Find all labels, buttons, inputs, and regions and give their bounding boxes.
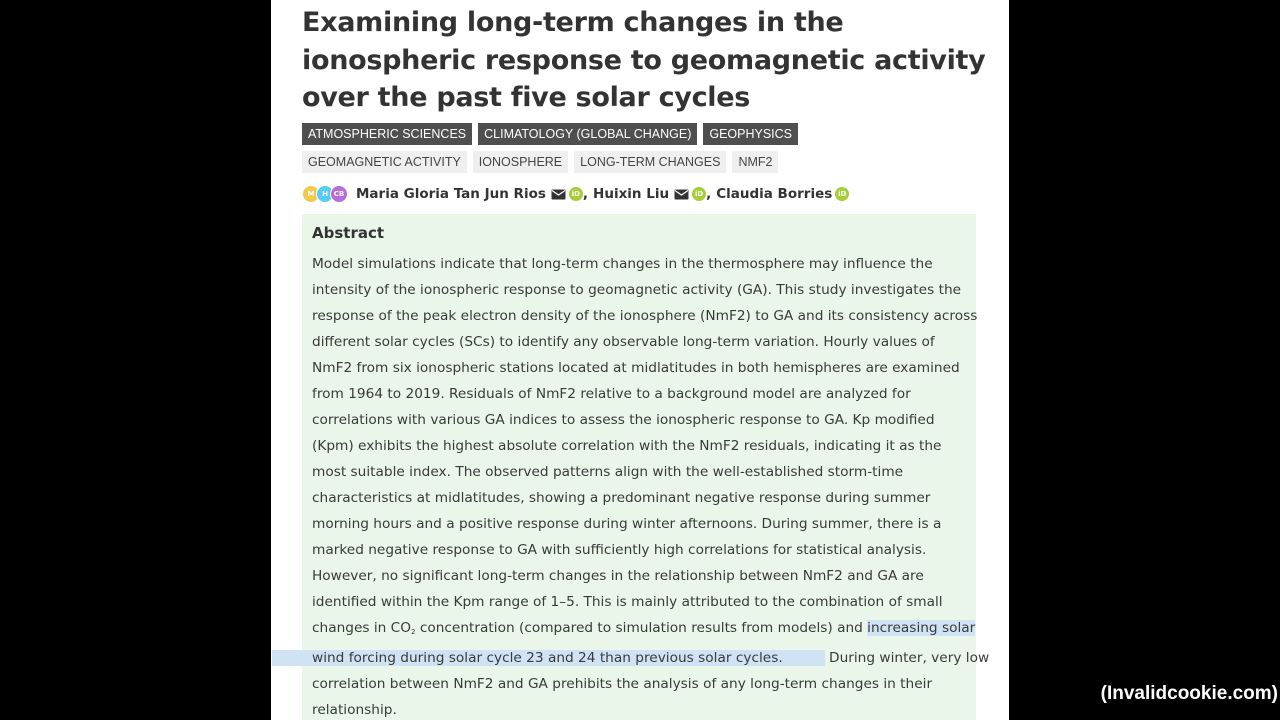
mail-icon[interactable]: [674, 189, 689, 200]
tag-geomagnetic-activity[interactable]: GEOMAGNETIC ACTIVITY: [302, 151, 467, 173]
tag-geophysics[interactable]: GEOPHYSICS: [703, 123, 798, 145]
selected-text[interactable]: increasing solar: [867, 620, 976, 636]
abstract-line: identified within the Kpm range of 1–5. This is mainly attributed to the combination of small: [312, 594, 943, 610]
orcid-icon[interactable]: iD: [569, 187, 583, 201]
abstract-line: morning hours and a positive response during winter afternoons. During summer, there is a: [312, 516, 942, 532]
abstract-line: Model simulations indicate that long-term changes in the thermosphere may influence the: [312, 256, 933, 272]
text-fragment: changes in CO: [312, 620, 412, 636]
tag-atmospheric-sciences[interactable]: ATMOSPHERIC SCIENCES: [302, 123, 472, 145]
abstract-line: [312, 615, 976, 645]
abstract-line: correlation between NmF2 and GA prehibits the analysis of any long-term changes in their: [312, 676, 933, 692]
abstract-heading: Abstract: [312, 224, 385, 242]
avatar[interactable]: H: [316, 185, 334, 203]
abstract-text: [312, 251, 990, 720]
text-fragment: concentration (compared to simulation results from models) and: [415, 620, 868, 636]
abstract-line: characteristics at midlatitudes, showing a predominant negative response during summer: [312, 490, 931, 506]
abstract-line: from 1964 to 2019. Residuals of NmF2 relative to a background model are analyzed for: [312, 386, 911, 402]
abstract-line: relationship.: [312, 702, 397, 718]
abstract-line: correlations with various GA indices to assess the ionospheric response to GA. Kp modified: [312, 412, 935, 428]
subject-tags: [302, 123, 798, 145]
tag-climatology[interactable]: CLIMATOLOGY (GLOBAL CHANGE): [478, 123, 697, 145]
article-page: [271, 0, 1009, 720]
abstract-line: marked negative response to GA with sufficiently high correlations for statistical analysis.: [312, 542, 927, 558]
subscript: 2: [411, 628, 416, 636]
abstract-line: different solar cycles (SCs) to identify any observable long-term variation. Hourly values of: [312, 334, 935, 350]
author-list: [302, 183, 849, 205]
author-name[interactable]: Huixin Liu: [593, 186, 670, 202]
abstract-line: intensity of the ionospheric response to geomagnetic activity (GA). This study investigates the: [312, 282, 962, 298]
orcid-icon[interactable]: iD: [835, 187, 849, 201]
mail-icon[interactable]: [551, 189, 566, 200]
tag-nmf2[interactable]: NMF2: [732, 151, 778, 173]
abstract-box: [302, 214, 990, 720]
author-separator: ,: [582, 186, 589, 202]
abstract-line: However, no significant long-term changes in the relationship between NmF2 and GA are: [312, 568, 924, 584]
author-name[interactable]: Maria Gloria Tan Jun Rios: [356, 186, 546, 202]
abstract-line: most suitable index. The observed patterns align with the well-established storm-time: [312, 464, 904, 480]
author-name[interactable]: Claudia Borries: [716, 186, 833, 202]
author-separator: ,: [706, 186, 712, 202]
abstract-line: NmF2 from six ionospheric stations located at midlatitudes in both hemispheres are examined: [312, 360, 960, 376]
text-fragment: During winter, very low: [824, 650, 990, 666]
avatar[interactable]: CB: [330, 185, 348, 203]
selected-text[interactable]: wind forcing during solar cycle 23 and 24 than previous solar cycles.: [272, 650, 825, 666]
article-title: Examining long-term changes in the ionospheric response to geomagnetic activity over the past five solar cycles: [302, 7, 986, 113]
abstract-line: [312, 645, 990, 671]
tag-long-term-changes[interactable]: LONG-TERM CHANGES: [574, 151, 726, 173]
keyword-tags: [302, 151, 778, 173]
avatar[interactable]: M: [302, 185, 320, 203]
watermark: (Invalidcookie.com): [1100, 683, 1278, 704]
abstract-line: (Kpm) exhibits the highest absolute correlation with the NmF2 residuals, indicating it as the: [312, 438, 942, 454]
abstract-line: response of the peak electron density of the ionosphere (NmF2) to GA and its consistency across: [312, 308, 978, 324]
orcid-icon[interactable]: iD: [692, 187, 706, 201]
tag-ionosphere[interactable]: IONOSPHERE: [473, 151, 568, 173]
author-avatars: [302, 185, 348, 203]
